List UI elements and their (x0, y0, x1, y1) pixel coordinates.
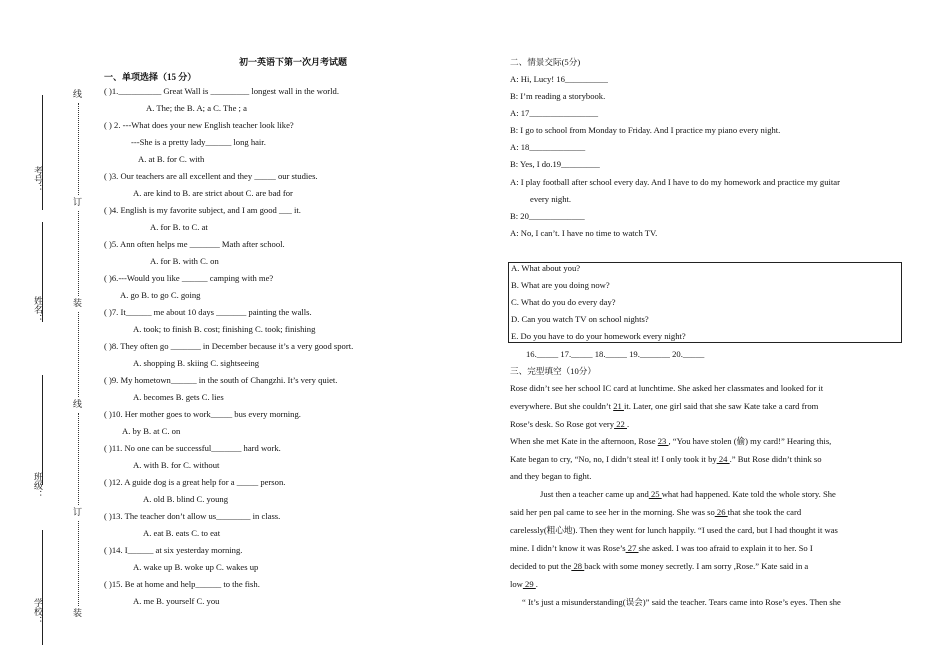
answer-blanks: 16._____ 17._____ 18._____ 19._______ 20._____ (526, 349, 705, 359)
question-line: ---She is a pretty lady______ long hair. (131, 137, 266, 147)
passage-line: Just then a teacher came up and 25 what had happened. Kate told the whole story. She (540, 489, 836, 499)
section2-heading: 二、情景交际(5分) (510, 57, 581, 67)
xuexiao-label: 学校： (33, 598, 43, 625)
answer-options: A. by B. at C. on (122, 426, 181, 436)
page-title: 初一英语下第一次月考试题 (239, 57, 348, 67)
passage-line: mine. I didn’t know it was Rose’s 27 she asked. I was too afraid to explain it to her. So I (510, 543, 813, 553)
dialog-line: A: Hi, Lucy! 16__________ (510, 74, 608, 84)
question-line: ( )14. I______ at six yesterday morning. (104, 545, 243, 555)
question-line: ( )1.__________ Great Wall is _________ longest wall in the world. (104, 86, 339, 96)
passage-line: Rose didn’t see her school IC card at lunchtime. She asked her classmates and looked for it (510, 383, 824, 393)
passage-line: When she met Kate in the afternoon, Rose 23 , “You have stolen (偷) my card!” Hearing this, (510, 436, 832, 446)
margin-ding-char-2: 订 (72, 507, 82, 516)
dialog-line: B: Yes, I do.19_________ (510, 159, 600, 169)
blank-29[interactable]: 29 (522, 579, 536, 589)
section3-heading: 三、完型填空（10分） (510, 366, 596, 376)
kaohao-label: 考号： (33, 166, 43, 193)
blank-26[interactable]: 26 (714, 507, 728, 517)
passage-line: everywhere. But she couldn’t 21 it. Later, one girl said that she saw Kate take a card from (510, 401, 819, 411)
option-item: D. Can you watch TV on school nights? (511, 314, 649, 324)
answer-options: A. shopping B. skiing C. sightseeing (133, 358, 260, 368)
margin-line-char-2: 线 (72, 399, 82, 408)
banji-fill-line[interactable] (42, 375, 43, 485)
margin-dotted-line (78, 103, 79, 195)
margin-ding-char: 订 (72, 197, 82, 206)
answer-options: A. go B. to go C. going (120, 290, 201, 300)
blank-21[interactable]: 21 (613, 401, 624, 411)
passage-line: Kate began to cry, “No, no, I didn’t steal it! I only took it by 24 .” But Rose didn’t think so (510, 454, 822, 464)
answer-options: A. becomes B. gets C. lies (133, 392, 224, 402)
blank-27[interactable]: 27 (625, 543, 639, 553)
blank-28[interactable]: 28 (571, 561, 585, 571)
question-line: ( )5. Ann often helps me _______ Math after school. (104, 239, 285, 249)
question-line: ( )8. They often go _______ in December because it’s a very good sport. (104, 341, 354, 351)
blank-25[interactable]: 25 (648, 489, 662, 499)
answer-options: A. wake up B. woke up C. wakes up (133, 562, 259, 572)
dialog-line: A: No, I can’t. I have no time to watch TV. (510, 228, 658, 238)
passage-line: and they began to fight. (510, 471, 592, 481)
question-line: ( )10. Her mother goes to work_____ bus every morning. (104, 409, 301, 419)
passage-line: said her pen pal came to see her in the morning. She was so 26 that she took the card (510, 507, 802, 517)
answer-options: A. me B. yourself C. you (133, 596, 220, 606)
blank-24[interactable]: 24 (716, 454, 730, 464)
dialog-line: B: I’m reading a storybook. (510, 91, 606, 101)
dialog-line: every night. (530, 194, 572, 204)
question-line: ( )15. Be at home and help______ to the fish. (104, 579, 260, 589)
passage-line: “ It’s just a misunderstanding(误会)” said the teacher. Tears came into Rose’s eyes. Then she (522, 597, 841, 607)
dialog-line: A: 17________________ (510, 108, 599, 118)
answer-options: A. The; the B. A; a C. The ; a (146, 103, 247, 113)
option-item: C. What do you do every day? (511, 297, 616, 307)
blank-23[interactable]: 23 (657, 436, 669, 446)
question-line: ( )11. No one can be successful_______ hard work. (104, 443, 281, 453)
answer-options: A. eat B. eats C. to eat (143, 528, 221, 538)
margin-zhuang-char: 装 (72, 298, 82, 307)
answer-options: A. old B. blind C. young (143, 494, 228, 504)
dialog-line: B: I go to school from Monday to Friday. And I practice my piano every night. (510, 125, 781, 135)
xuexiao-fill-line[interactable] (42, 530, 43, 645)
answer-options: A. for B. to C. at (150, 222, 208, 232)
dialog-line: B: 20_____________ (510, 211, 585, 221)
option-item: B. What are you doing now? (511, 280, 610, 290)
margin-dotted-line (78, 521, 79, 606)
question-line: ( )6.---Would you like ______ camping with me? (104, 273, 274, 283)
xingming-label: 姓名： (33, 296, 43, 323)
answer-options: A. with B. for C. without (133, 460, 220, 470)
question-line: ( ) 2. ---What does your new English teacher look like? (104, 120, 294, 130)
answer-options: A. took; to finish B. cost; finishing C. took; finishing (133, 324, 316, 334)
passage-line: decided to put the 28 back with some money secretly. I am sorry ,Rose.” Kate said in a (510, 561, 809, 571)
question-line: ( )4. English is my favorite subject, and I am good ___ it. (104, 205, 301, 215)
margin-zhuang-char-2: 装 (72, 608, 82, 617)
dialog-line: A: 18_____________ (510, 142, 586, 152)
blank-22[interactable]: 22 (614, 419, 627, 429)
answer-options: A. at B. for C. with (138, 154, 205, 164)
option-item: A. What about you? (511, 263, 581, 273)
question-line: ( )13. The teacher don’t allow us________ in class. (104, 511, 281, 521)
question-line: ( )12. A guide dog is a great help for a _____ person. (104, 477, 286, 487)
passage-line: carelessly(粗心地). Then they went for lunch happily. “I used the card, but I had thought it was (510, 525, 838, 535)
margin-dotted-line (78, 312, 79, 397)
question-line: ( )7. It______ me about 10 days _______ painting the walls. (104, 307, 312, 317)
answer-options: A. for B. with C. on (150, 256, 219, 266)
question-line: ( )3. Our teachers are all excellent and they _____ our studies. (104, 171, 318, 181)
margin-dotted-line (78, 211, 79, 296)
option-item: E. Do you have to do your homework every night? (511, 331, 686, 341)
section1-heading: 一、单项选择（15 分） (104, 72, 197, 82)
margin-dotted-line (78, 413, 79, 505)
margin-line-char: 线 (72, 89, 82, 98)
banji-label: 班级： (33, 472, 43, 499)
question-line: ( )9. My hometown______ in the south of Changzhi. It’s very quiet. (104, 375, 338, 385)
passage-line: Rose’s desk. So Rose got very 22 . (510, 419, 630, 429)
answer-options: A. are kind to B. are strict about C. are bad for (133, 188, 293, 198)
dialog-line: A: I play football after school every day. And I have to do my homework and practice my guitar (510, 177, 840, 187)
passage-line: low 29 . (510, 579, 538, 589)
